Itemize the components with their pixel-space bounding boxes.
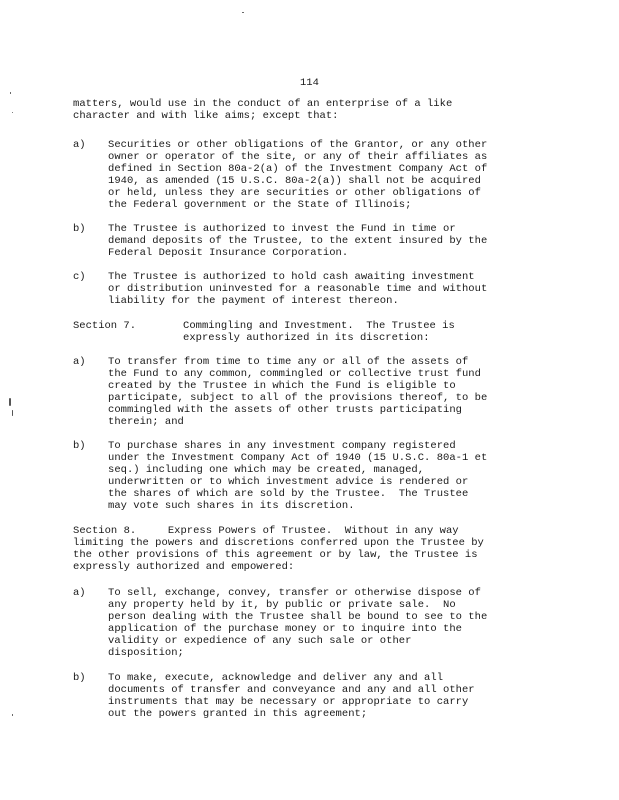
body-line: The Trustee is authorized to invest the Fund in time or xyxy=(108,223,456,235)
body-line: disposition; xyxy=(108,647,184,659)
body-line: commingled with the assets of other trusts participating xyxy=(108,404,462,416)
section-7-heading: Commingling and Investment. The Trustee is xyxy=(183,320,455,332)
section-8-text: the other provisions of this agreement or by law, the Trustee is xyxy=(73,549,478,561)
scan-speck xyxy=(9,398,11,406)
body-line: participate, subject to all of the provisions thereof, to be xyxy=(108,392,488,404)
item-label-a: a) xyxy=(73,139,86,151)
section-8-text: limiting the powers and discretions conferred upon the Trustee by xyxy=(73,537,484,549)
body-line: underwritten or to which investment advice is rendered or xyxy=(108,476,469,488)
body-line: Federal Deposit Insurance Corporation. xyxy=(108,247,349,259)
section-7-label: Section 7. xyxy=(73,320,137,332)
body-line: documents of transfer and conveyance and any and all other xyxy=(108,684,475,696)
body-line: or distribution uninvested for a reasonable time and without xyxy=(108,283,488,295)
body-line: The Trustee is authorized to hold cash awaiting investment xyxy=(108,271,475,283)
body-line: or held, unless they are securities or other obligations of xyxy=(108,187,481,199)
section-8-text: expressly authorized and empowered: xyxy=(73,561,295,573)
item-label-c: c) xyxy=(73,271,86,283)
body-line: To transfer from time to time any or all of the assets of xyxy=(108,356,469,368)
item-label-b: b) xyxy=(73,440,86,452)
body-line: Securities or other obligations of the Grantor, or any other xyxy=(108,139,488,151)
item-label-b: b) xyxy=(73,223,86,235)
item-label-b: b) xyxy=(73,672,86,684)
body-line: out the powers granted in this agreement; xyxy=(108,708,368,720)
body-line: To purchase shares in any investment company registered xyxy=(108,440,456,452)
body-line: person dealing with the Trustee shall be bound to see to the xyxy=(108,611,488,623)
body-line: application of the purchase money or to inquire into the xyxy=(108,623,462,635)
page-number: 114 xyxy=(300,77,319,89)
scan-speck xyxy=(10,92,11,94)
scan-speck xyxy=(242,12,244,13)
section-8-heading: Section 8. Express Powers of Trustee. Without in any way xyxy=(73,525,459,537)
body-line: To sell, exchange, convey, transfer or otherwise dispose of xyxy=(108,587,481,599)
intro-line: character and with like aims; except that: xyxy=(73,110,339,122)
section-7-heading: expressly authorized in its discretion: xyxy=(183,332,430,344)
item-label-a: a) xyxy=(73,356,86,368)
body-line: seq.) including one which may be created, managed, xyxy=(108,464,425,476)
scan-speck xyxy=(12,410,13,416)
body-line: created by the Trustee in which the Fund is eligible to xyxy=(108,380,456,392)
body-line: the shares of which are sold by the Trustee. The Trustee xyxy=(108,488,469,500)
body-line: liability for the payment of interest thereon. xyxy=(108,295,399,307)
body-line: any property held by it, by public or private sale. No xyxy=(108,599,456,611)
body-line: defined in Section 80a-2(a) of the Investment Company Act of xyxy=(108,163,488,175)
body-line: 1940, as amended (15 U.S.C. 80a-2(a)) shall not be acquired xyxy=(108,175,481,187)
scan-speck xyxy=(12,112,13,113)
body-line: the Federal government or the State of Illinois; xyxy=(108,199,412,211)
body-line: validity or expedience of any such sale or other xyxy=(108,635,412,647)
body-line: may vote such shares in its discretion. xyxy=(108,500,355,512)
body-line: To make, execute, acknowledge and deliver any and all xyxy=(108,672,444,684)
scan-speck xyxy=(12,714,13,716)
body-line: therein; and xyxy=(108,416,184,428)
body-line: demand deposits of the Trustee, to the extent insured by the xyxy=(108,235,488,247)
body-line: the Fund to any common, commingled or collective trust fund xyxy=(108,368,481,380)
body-line: instruments that may be necessary or appropriate to carry xyxy=(108,696,469,708)
intro-line: matters, would use in the conduct of an enterprise of a like xyxy=(73,98,453,110)
body-line: owner or operator of the site, or any of their affiliates as xyxy=(108,151,488,163)
item-label-a: a) xyxy=(73,587,86,599)
body-line: under the Investment Company Act of 1940 (15 U.S.C. 80a-1 et xyxy=(108,452,488,464)
